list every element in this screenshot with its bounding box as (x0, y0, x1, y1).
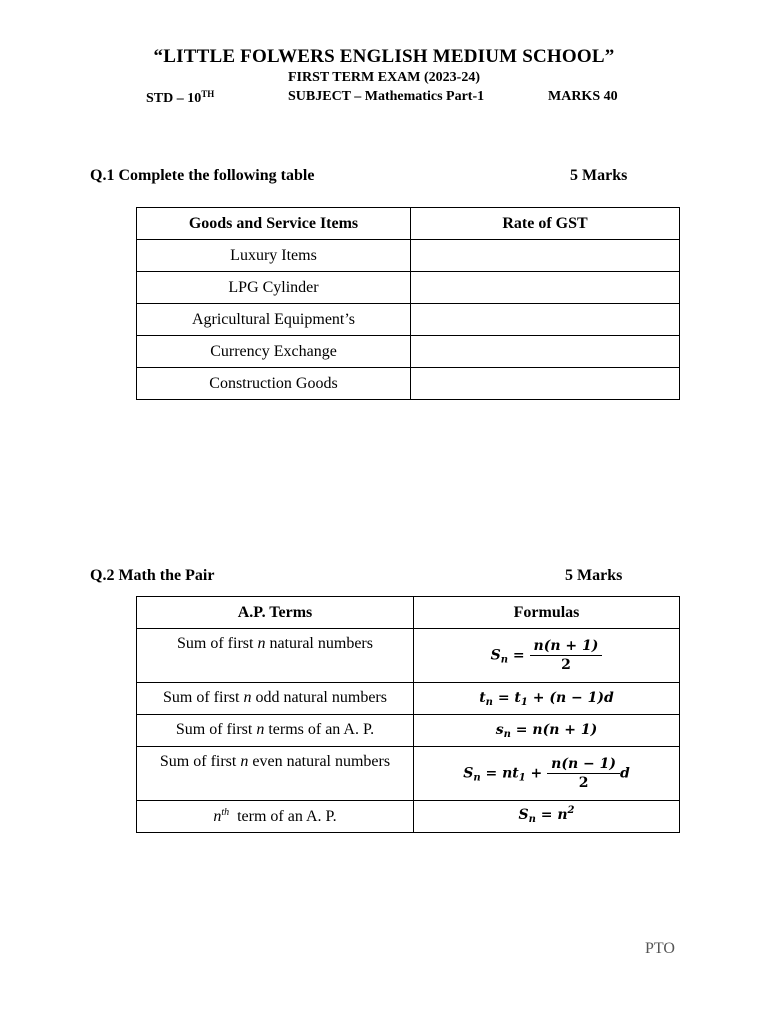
goods-item: LPG Cylinder (137, 272, 411, 304)
q1-title: Q.1 Complete the following table (90, 167, 315, 184)
col-goods-items: Goods and Service Items (137, 208, 411, 240)
std-label (146, 89, 214, 107)
match-pair-table (136, 596, 680, 833)
table-row (137, 240, 680, 272)
gst-rate-blank[interactable] (411, 272, 680, 304)
table-row (137, 368, 680, 400)
marks-label: MARKS 40 (548, 89, 618, 104)
table-header-row (137, 597, 680, 629)
table-row (137, 629, 680, 683)
formula: $s_n = n(n + 1)$ (414, 715, 680, 747)
formula: $S_n = nt_1$ + $\frac{n(n - 1)}{2}$ d (414, 747, 680, 801)
goods-item: Construction Goods (137, 368, 411, 400)
formula: $S_n = n^2$ (414, 801, 680, 833)
gst-rate-blank[interactable] (411, 336, 680, 368)
exam-title: FIRST TERM EXAM (2023-24) (288, 70, 480, 85)
gst-rate-blank[interactable] (411, 304, 680, 336)
formula: $S_n$ = $\frac{n(n + 1)}{2}$ (414, 629, 680, 683)
table-row (137, 683, 680, 715)
goods-item: Agricultural Equipment’s (137, 304, 411, 336)
gst-rate-blank[interactable] (411, 368, 680, 400)
col-formulas: Formulas (414, 597, 680, 629)
q2-marks: 5 Marks (565, 567, 623, 584)
ap-term: Sum of first n odd natural numbers (137, 683, 414, 715)
ap-term: Sum of first n natural numbers (137, 629, 414, 683)
col-rate-gst: Rate of GST (411, 208, 680, 240)
ap-term: Sum of first n even natural numbers (137, 747, 414, 801)
table-header-row (137, 208, 680, 240)
table-row (137, 801, 680, 833)
gst-table (136, 207, 680, 400)
table-row (137, 715, 680, 747)
q2-title: Q.2 Math the Pair (90, 567, 215, 584)
std-suffix: TH (201, 89, 215, 99)
fraction: $\frac{n(n - 1)}{2}$ (547, 756, 620, 791)
table-row (137, 336, 680, 368)
table-row (137, 304, 680, 336)
goods-item: Luxury Items (137, 240, 411, 272)
school-name: “LITTLE FOLWERS ENGLISH MEDIUM SCHOOL” (153, 46, 615, 67)
fraction: $\frac{n(n + 1)}{2}$ (530, 638, 603, 673)
table-row (137, 747, 680, 801)
std-prefix: STD – 10 (146, 91, 202, 106)
table-row (137, 272, 680, 304)
goods-item: Currency Exchange (137, 336, 411, 368)
ap-term: Sum of first n terms of an A. P. (137, 715, 414, 747)
col-ap-terms: A.P. Terms (137, 597, 414, 629)
pto-label: PTO (645, 940, 675, 957)
gst-rate-blank[interactable] (411, 240, 680, 272)
ap-term: $n^{th}$ term of an A. P. (137, 801, 414, 833)
subject-label: SUBJECT – Mathematics Part-1 (288, 89, 485, 104)
q1-marks: 5 Marks (570, 167, 628, 184)
formula: $t_n = t_1 + (n - 1)d$ (414, 683, 680, 715)
